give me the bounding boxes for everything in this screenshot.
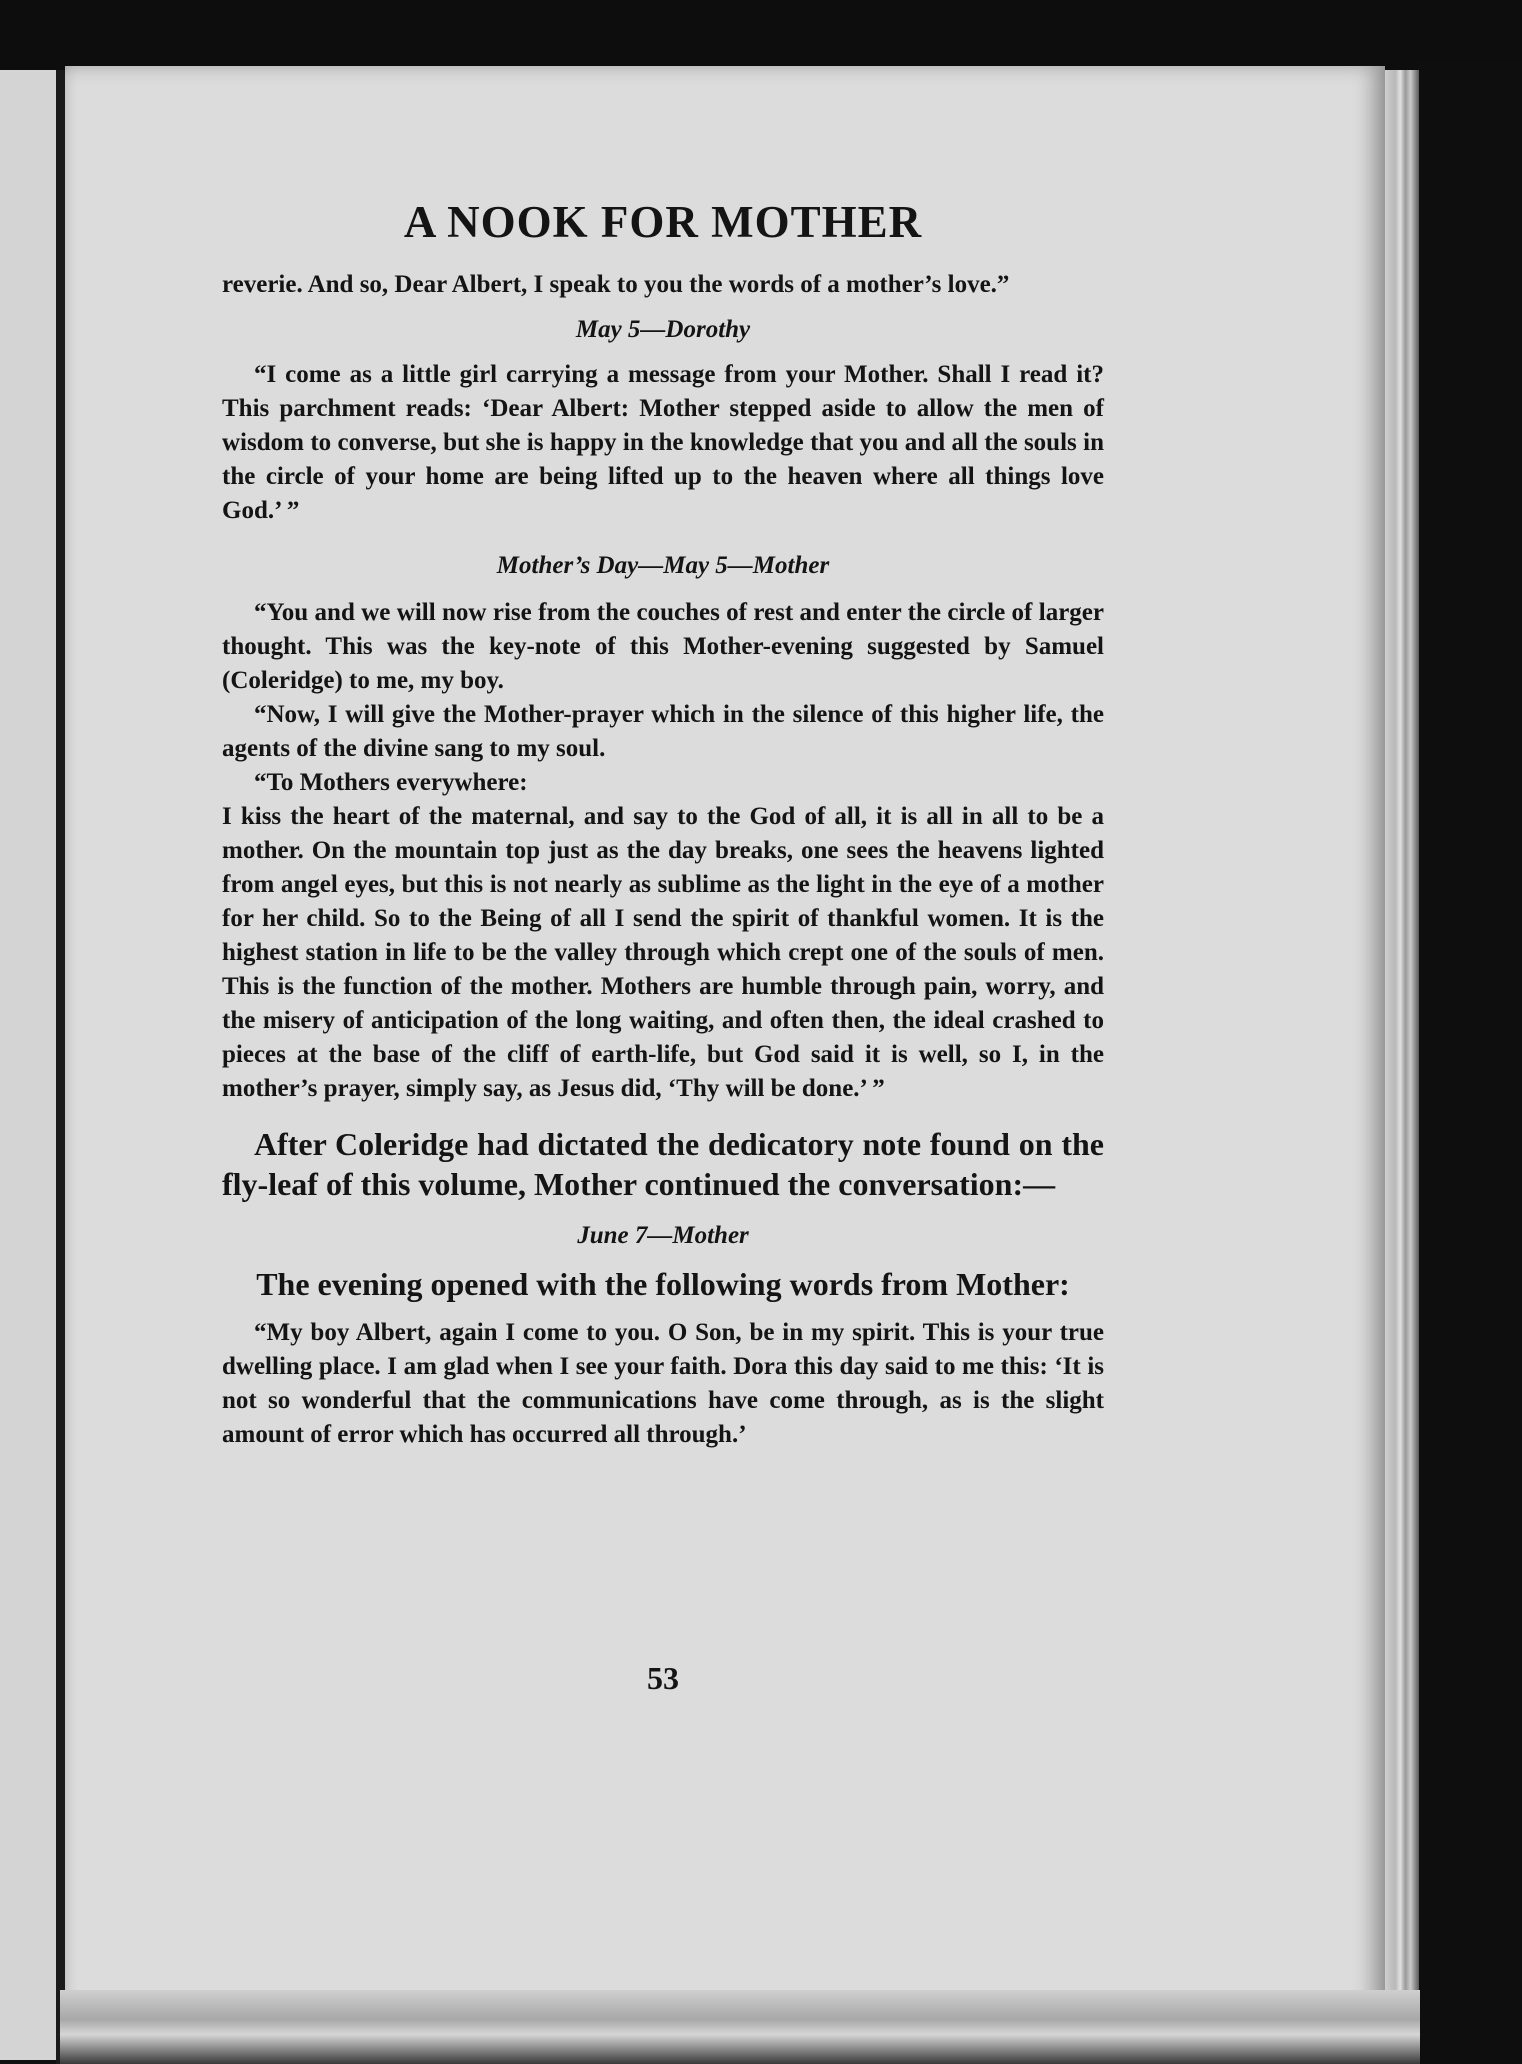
mothers-day-paragraph-1: “You and we will now rise from the couches of rest and enter the circle of larger thought. This was the key-note of this Mother-evening suggested by Samuel (Coleridge) to me, my boy. — [222, 599, 1104, 694]
scan-background-right — [1419, 60, 1522, 2064]
section-heading-may5-dorothy: May 5—Dorothy — [575, 316, 751, 343]
book-gutter — [56, 70, 65, 2064]
section-heading-mothers-day: Mother’s Day—May 5—Mother — [496, 552, 830, 579]
page-body — [222, 268, 1104, 1452]
evening-opener: The evening opened with the following words from Mother: — [256, 1266, 1070, 1302]
section-heading-june7: June 7—Mother — [577, 1222, 749, 1249]
intro-paragraph: reverie. And so, Dear Albert, I speak to you the words of a mother’s love.” — [222, 271, 1010, 298]
page-stack-edge — [1385, 70, 1419, 2020]
june7-message: “My boy Albert, again I come to you. O Son, be in my spirit. This is your true dwelling place. I am glad when I see your faith. Dora this day said to me this: ‘It is not so wonderful that the communications have come through, as is the slight amount of error which has occurred all through.’ — [222, 1319, 1104, 1448]
page-bottom-edge — [60, 1990, 1420, 2064]
narrative-paragraph: After Coleridge had dictated the dedicatory note found on the fly-leaf of this volume, Mother continued the conversation:— — [222, 1126, 1104, 1202]
mothers-day-paragraph-3: “To Mothers everywhere: — [254, 769, 528, 796]
mothers-day-paragraph-2: “Now, I will give the Mother-prayer which in the silence of this higher life, the agents of the divine sang to my soul. — [222, 701, 1104, 762]
dorothy-message: “I come as a little girl carrying a message from your Mother. Shall I read it? This parchment reads: ‘Dear Albert: Mother stepped aside to allow the men of wisdom to converse, but she is happy in the knowledge that you and all the souls in the circle of your home are being lifted up to the heaven where all things love God.’ ” — [222, 361, 1104, 524]
page-number: 53 — [647, 1660, 679, 1696]
running-title: A NOOK FOR MOTHER — [403, 197, 923, 247]
mother-prayer: I kiss the heart of the maternal, and say to the God of all, it is all in all to be a mother. On the mountain top just as the day breaks, one sees the heavens lighted from angel eyes, but this is not nearly as sublime as the light in the eye of a mother for her child. So to the Being of all I send the spirit of thankful women. It is the highest station in life to be the valley through which crept one of the souls of men. This is the function of the mother. Mothers are humble through pain, worry, and the misery of anticipation of the long waiting, and often then, the ideal crashed to pieces at the base of the cliff of earth-life, but God said it is well, so I, in the mother’s prayer, simply say, as Jesus did, ‘Thy will be done.’ ” — [222, 803, 1104, 1102]
left-page-edge — [0, 70, 62, 2060]
